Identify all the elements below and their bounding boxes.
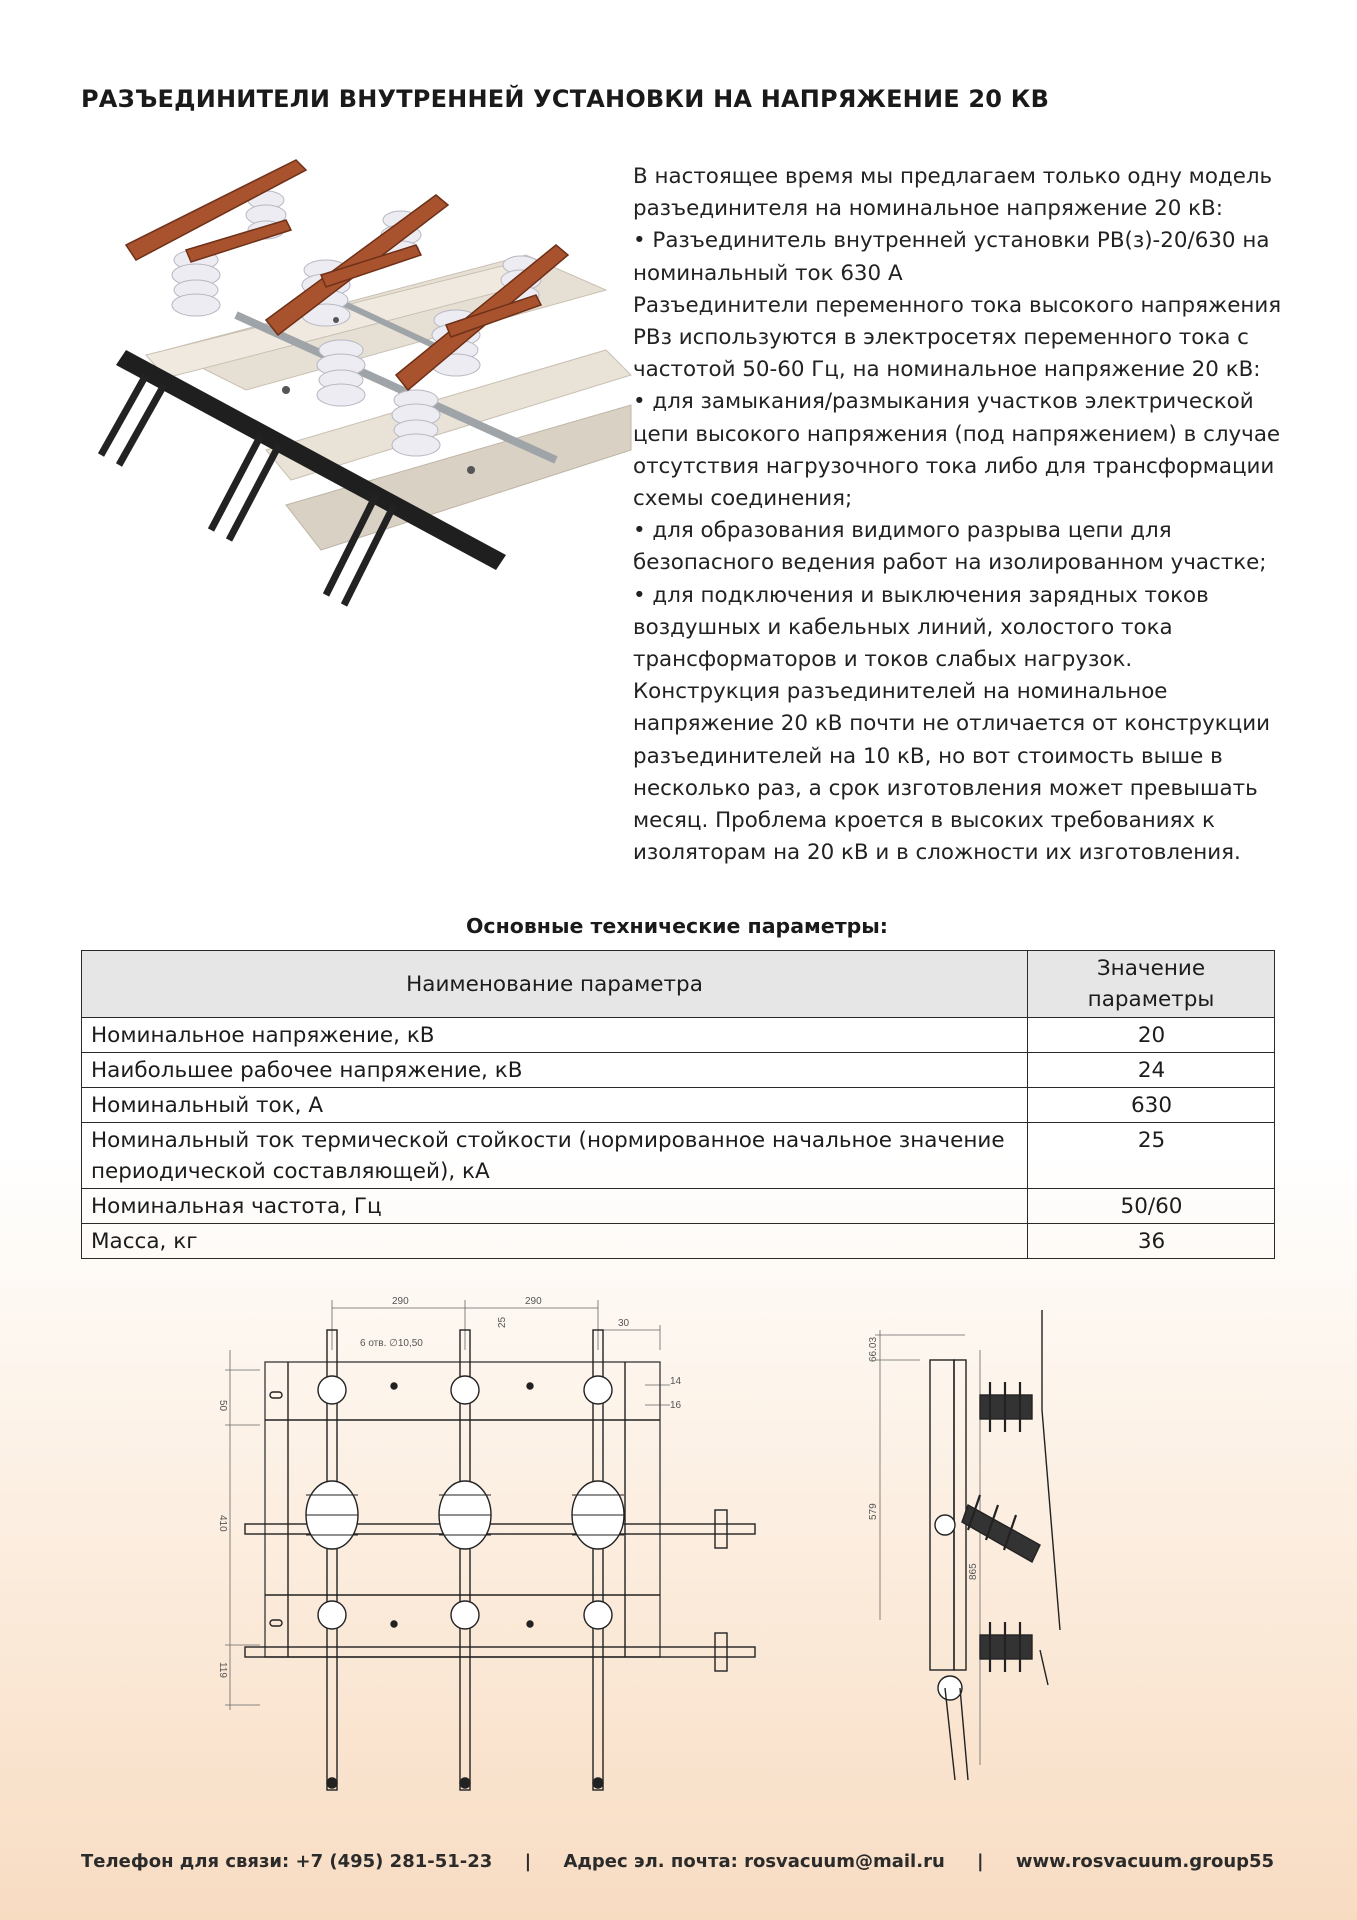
page-title: РАЗЪЕДИНИТЕЛИ ВНУТРЕННЕЙ УСТАНОВКИ НА НАПРЯЖЕНИЕ 20 КВ	[81, 85, 1050, 113]
param-name: Номинальное напряжение, кВ	[82, 1018, 1028, 1053]
dim-410: 410	[217, 1515, 228, 1532]
side-dim-66: 66.03	[868, 1336, 879, 1362]
intro-paragraph: В настоящее время мы предлагаем только одну модель разъединителя на номинальное напряжение 20 кВ:	[633, 164, 1273, 222]
dim-16: 16	[670, 1400, 682, 1411]
dim-25: 25	[497, 1316, 508, 1328]
side-dim-865: 865	[968, 1563, 979, 1580]
param-value: 50/60	[1028, 1189, 1275, 1224]
product-photo	[86, 150, 631, 620]
param-value: 36	[1028, 1224, 1275, 1259]
table-row	[82, 1123, 1275, 1189]
footer-phone: Телефон для связи: +7 (495) 281-51-23	[81, 1851, 493, 1872]
front-view-drawing	[225, 1300, 755, 1790]
param-name: Номинальный ток термической стойкости (нормированное начальное значение периодической составляющей), кА	[82, 1123, 1028, 1189]
intro-paragraph: Конструкция разъединителей на номинальное напряжение 20 кВ почти не отличается от конструкции разъединителей на 10 кВ, но вот стоимость выше в несколько раз, а срок изготовления может превышать месяц. Проблема кроется в высоких требованиях к изоляторам на 20 кВ и в сложности их изготовления.	[633, 679, 1271, 866]
param-name: Номинальная частота, Гц	[82, 1189, 1028, 1224]
param-name: Масса, кг	[82, 1224, 1028, 1259]
intro-bullet: • Разъединитель внутренней установки РВ(з)-20/630 на номинальный ток 630 А	[633, 228, 1270, 286]
dim-119: 119	[217, 1662, 228, 1678]
page-number: 55	[1248, 1851, 1274, 1872]
table-caption: Основные технические параметры:	[466, 914, 888, 938]
intro-bullet: • для подключения и выключения зарядных токов воздушных и кабельных линий, холостого тока трансформаторов и токов слабых нагрузок.	[633, 582, 1209, 673]
side-view-drawing	[875, 1310, 1060, 1780]
footer	[81, 1851, 1274, 1879]
param-value: 630	[1028, 1088, 1275, 1123]
table-row	[82, 1224, 1275, 1259]
header-parameter-value: Значение параметры	[1028, 951, 1275, 1018]
param-value: 25	[1028, 1123, 1275, 1189]
table-row	[82, 1018, 1275, 1053]
param-value: 24	[1028, 1053, 1275, 1088]
technical-drawings	[217, 1290, 1180, 1810]
table-row	[82, 1088, 1275, 1123]
dim-14: 14	[670, 1376, 682, 1387]
param-value: 20	[1028, 1018, 1275, 1053]
holes-note: 6 отв. ∅10,50	[360, 1338, 423, 1349]
parameters-table	[81, 950, 1275, 1259]
param-name: Наибольшее рабочее напряжение, кВ	[82, 1053, 1028, 1088]
footer-website[interactable]: www.rosvacuum.group	[1015, 1851, 1250, 1872]
param-name: Номинальный ток, А	[82, 1088, 1028, 1123]
header-parameter-name: Наименование параметра	[82, 951, 1028, 1018]
table-row	[82, 1053, 1275, 1088]
intro-bullet: • для замыкания/размыкания участков электрической цепи высокого напряжения (под напряжением) в случае отсутствия нагрузочного тока либо для трансформации схемы соединения;	[633, 389, 1281, 512]
intro-paragraph: Разъединители переменного тока высокого напряжения РВз используются в электросетях переменного тока с частотой 50-60 Гц, на номинальное напряжение 20 кВ:	[633, 292, 1282, 383]
footer-email[interactable]: Адрес эл. почта: rosvacuum@mail.ru	[563, 1851, 945, 1872]
intro-text	[633, 161, 1293, 869]
dim-290-right: 290	[525, 1296, 542, 1307]
dim-50: 50	[217, 1400, 228, 1412]
table-header-row	[82, 951, 1275, 1018]
dim-30: 30	[618, 1318, 630, 1329]
footer-separator: |	[524, 1851, 532, 1872]
intro-bullet: • для образования видимого разрыва цепи для безопасного ведения работ на изолированном участке;	[633, 518, 1267, 576]
dim-290-left: 290	[392, 1296, 409, 1307]
side-dim-579: 579	[868, 1503, 879, 1520]
footer-separator: |	[977, 1851, 984, 1872]
table-row	[82, 1189, 1275, 1224]
